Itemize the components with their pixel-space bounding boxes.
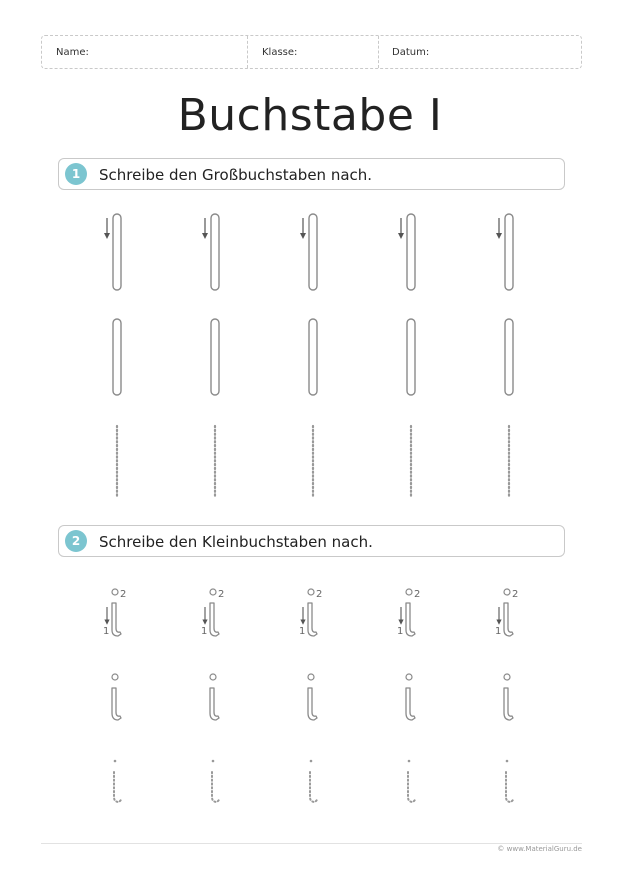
lowercase-i-dot-dotted	[114, 760, 117, 763]
lowercase-i-dot	[210, 589, 216, 595]
lowercase-i-dot-dotted	[506, 760, 509, 763]
lowercase-i-dot-dotted	[212, 760, 215, 763]
lowercase-i-dot	[112, 589, 118, 595]
lowercase-i-dot-dotted	[408, 760, 411, 763]
task-number-badge: 1	[65, 163, 87, 185]
footer-copyright: © www.MaterialGuru.de	[497, 845, 582, 853]
lowercase-i-dot	[308, 589, 314, 595]
lowercase-i-dot	[504, 674, 510, 680]
lowercase-i-dot	[504, 589, 510, 595]
lowercase-i-outline	[504, 603, 513, 636]
stroke-number: 2	[316, 589, 323, 600]
capital-i-outline	[113, 319, 121, 395]
lowercase-i-outline	[406, 603, 415, 636]
lowercase-i-outline	[406, 688, 415, 720]
task-number-badge: 2	[65, 530, 87, 552]
lowercase-i-outline	[504, 688, 513, 720]
page-title: Buchstabe I	[177, 90, 443, 141]
stroke-number: 1	[495, 626, 502, 637]
name-label: Name:	[56, 47, 89, 58]
stroke-number: 2	[120, 589, 127, 600]
stroke-number: 1	[201, 626, 208, 637]
task-instruction: Schreibe den Kleinbuchstaben nach.	[99, 533, 373, 551]
lowercase-i-outline	[210, 603, 219, 636]
lowercase-i-outline	[308, 688, 317, 720]
date-label: Datum:	[392, 47, 430, 58]
capital-i-outline	[505, 319, 513, 395]
capital-i-outline	[309, 319, 317, 395]
capital-i-outline	[407, 214, 415, 290]
lowercase-i-dotted	[114, 772, 121, 802]
lowercase-i-dotted	[310, 772, 317, 802]
lowercase-i-dot	[210, 674, 216, 680]
lowercase-i-dot	[406, 674, 412, 680]
lowercase-i-outline	[308, 603, 317, 636]
lowercase-i-dotted	[212, 772, 219, 802]
class-label: Klasse:	[262, 47, 298, 58]
lowercase-i-dot	[112, 674, 118, 680]
lowercase-i-dot	[308, 674, 314, 680]
capital-i-outline	[211, 214, 219, 290]
stroke-number: 1	[299, 626, 306, 637]
capital-i-outline	[113, 214, 121, 290]
task-instruction: Schreibe den Großbuchstaben nach.	[99, 166, 373, 184]
lowercase-i-dot-dotted	[310, 760, 313, 763]
stroke-number: 1	[103, 626, 110, 637]
stroke-number: 1	[397, 626, 404, 637]
footer-divider	[41, 843, 582, 844]
stroke-number: 2	[218, 589, 225, 600]
lowercase-i-outline	[210, 688, 219, 720]
lowercase-i-dotted	[408, 772, 415, 802]
stroke-number: 2	[512, 589, 519, 600]
capital-i-outline	[407, 319, 415, 395]
lowercase-i-outline	[112, 688, 121, 720]
lowercase-i-outline	[112, 603, 121, 636]
lowercase-i-dotted	[506, 772, 513, 802]
capital-i-outline	[505, 214, 513, 290]
stroke-number: 2	[414, 589, 421, 600]
capital-i-outline	[309, 214, 317, 290]
capital-i-outline	[211, 319, 219, 395]
lowercase-i-dot	[406, 589, 412, 595]
